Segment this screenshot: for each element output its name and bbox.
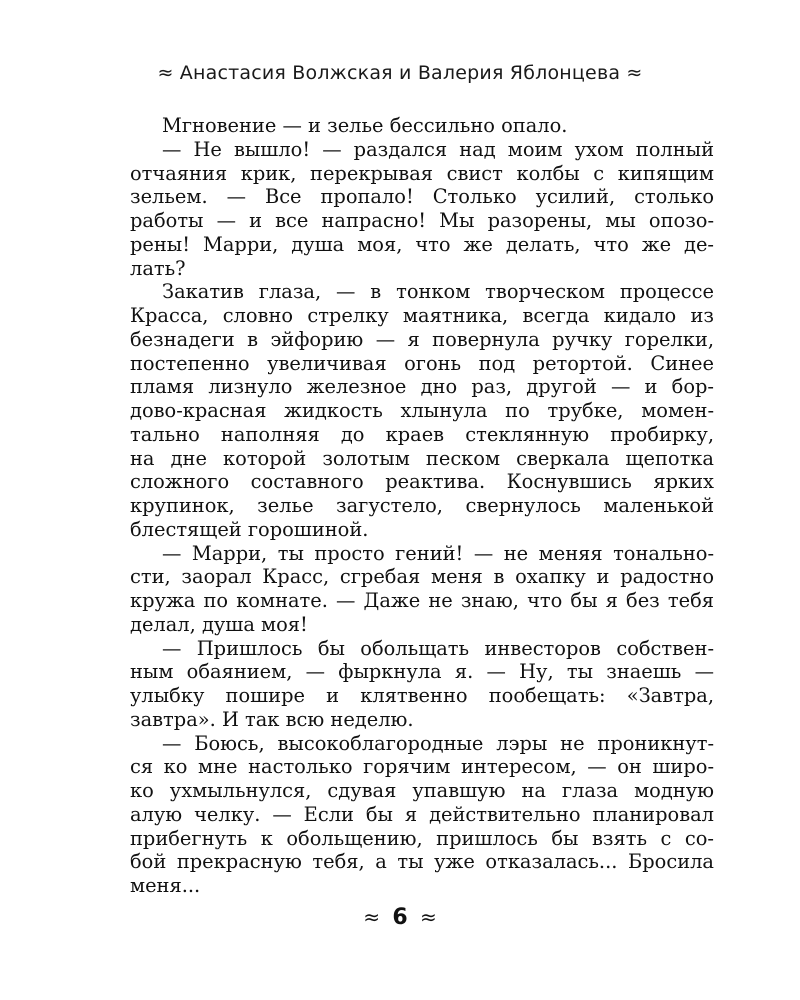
text-line: работы — и все напрасно! Мы разорены, мы опозо- [130,209,714,232]
text-line: прибегнуть к обольщению, пришлось бы взять с со- [130,826,714,850]
text-line: тально наполняя до краев стеклянную пробирку, [130,422,714,446]
text-line: — Не вышло! — раздался над моим ухом полный [162,137,714,161]
text-line: улыбку пошире и клятвенно пообещать: «Завтра, [130,684,714,707]
text-line: кружа по комнате. — Даже не знаю, что бы я без тебя [130,589,714,612]
text-line: — Пришлось бы обольщать инвесторов собствен- [162,636,714,660]
text-line: дово-красная жидкость хлынула по трубке, момен- [130,399,714,422]
text-line: рены! Марри, душа моя, что же делать, что же де- [130,232,714,256]
text-line: отчаяния крик, перекрывая свист колбы с кипящим [130,161,714,185]
text-line: меня... [130,874,201,897]
text-line: алую челку. — Если бы я действительно планировал [130,802,714,826]
footer-ornament-right: ≈ [420,905,437,929]
text-line: на дне которой золотым песком сверкала щепотка [130,446,714,470]
text-line: безнадеги в эйфорию — я повернула ручку горелки, [130,327,714,351]
text-line: Мгновение — и зелье бессильно опало. [162,114,568,137]
text-line: зельем. — Все пропало! Столько усилий, столько [130,185,714,209]
text-line: постепенно увеличивая огонь под ретортой. Синее [130,351,714,375]
text-line: сти, заорал Красс, сгребая меня в охапку и радостно [130,565,714,589]
text-line: завтра». И так всю неделю. [130,707,414,731]
text-line: лать? [130,256,186,280]
text-line: ко ухмыльнулся, сдувая упавшую на глаза модную [130,779,714,802]
text-line: — Боюсь, высокоблагородные лэры не проникнут- [162,731,714,755]
text-line: сложного составного реактива. Коснувшись ярких [130,470,714,494]
text-line: пламя лизнуло железное дно раз, другой — и бор- [130,375,714,399]
running-header: ≈ Анастасия Волжская и Валерия Яблонцева ≈ [157,62,643,84]
footer-ornament-left: ≈ [363,905,380,929]
body-text [130,114,714,898]
text-line: делал, душа моя! [130,612,308,636]
text-line: Красса, словно стрелку маятника, всегда кидало из [130,304,714,327]
text-line: — Марри, ты просто гений! — не меняя тонально- [162,541,714,565]
text-line: Закатив глаза, — в тонком творческом процессе [162,280,714,304]
page-footer [0,905,800,930]
text-line: ся ко мне настолько горячим интересом, — он широ- [130,755,714,779]
page-number: 6 [392,905,408,930]
text-line: бой прекрасную тебя, а ты уже отказалась... Бросила [130,850,714,874]
text-line: блестящей горошиной. [130,517,369,541]
text-line: крупинок, зелье загустело, свернулось маленькой [130,494,714,517]
text-line: ным обаянием, — фыркнула я. — Ну, ты знаешь — [130,660,714,684]
